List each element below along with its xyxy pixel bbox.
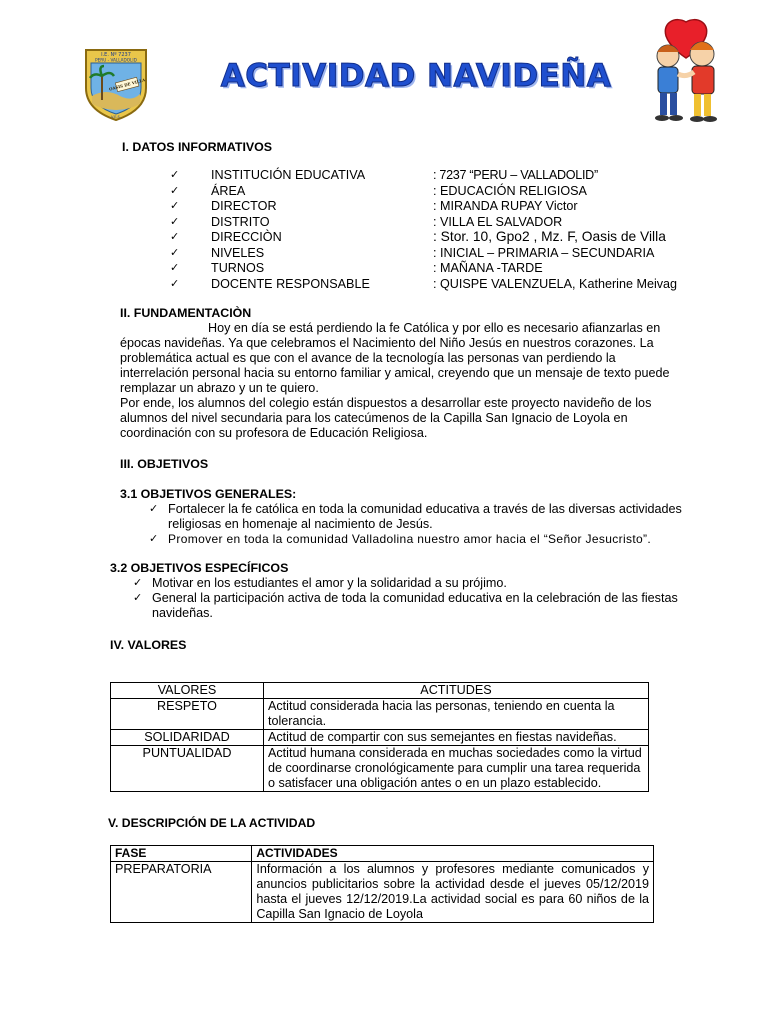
datos-label: DIRECCIÒN xyxy=(211,230,282,244)
fase-cell: PREPARATORIA xyxy=(111,862,252,923)
objetivos-especificos-list xyxy=(130,576,702,621)
table-header-row xyxy=(111,846,654,862)
checkmark-icon: ✓ xyxy=(170,277,180,290)
page-title: ACTIVIDAD NAVIDEÑA xyxy=(220,58,612,94)
datos-value: : VILLA EL SALVADOR xyxy=(433,214,563,229)
logo-banner-text: OASIS DE VILLA xyxy=(108,77,146,92)
datos-value: : MIRANDA RUPAY Victor xyxy=(433,199,578,213)
checkmark-icon: ✓ xyxy=(170,169,180,181)
table-row xyxy=(111,699,649,730)
checkmark-icon: ✓ xyxy=(149,503,159,515)
logo-school-text: PERU - VALLADOLID xyxy=(95,57,137,63)
valores-table xyxy=(110,682,649,792)
objetivos-generales-heading: 3.1 OBJETIVOS GENERALES: xyxy=(120,487,297,501)
objetivos-especificos-heading: 3.2 OBJETIVOS ESPECÍFICOS xyxy=(110,561,289,575)
checkmark-icon: ✓ xyxy=(133,592,143,604)
section2-heading: II. FUNDAMENTACIÒN xyxy=(120,306,252,320)
datos-item-niveles xyxy=(170,245,708,262)
list-item xyxy=(130,591,702,621)
datos-label: DIRECTOR xyxy=(211,199,277,213)
table-row xyxy=(111,746,649,792)
fundamentacion-paragraph-1: Hoy en día se está perdiendo la fe Católica y por ello es necesario afianzarlas en épocas navideñas. Ya que celebramos el Nacimiento del Niño Jesús en nuestros corazones. La problemática actual es que con el avance de la tecnología las personas van perdiendo la interrelación personal hacia su entorno familiar y amical, creyendo que un mensaje de texto puede remplazar un abrazo y un te quiero. xyxy=(120,321,670,395)
datos-informativos-list xyxy=(170,168,708,292)
column-header: ACTIVIDADES xyxy=(252,846,654,862)
objetivo-especifico-text: General la participación activa de toda la comunidad educativa en la celebración de las fiestas navideñas. xyxy=(152,591,678,620)
logo-top-text: I.E. Nº 7237 xyxy=(101,52,131,58)
datos-value: : INICIAL – PRIMARIA – SECUNDARIA xyxy=(433,245,655,260)
valor-cell: SOLIDARIDAD xyxy=(111,730,264,746)
checkmark-icon: ✓ xyxy=(170,246,180,259)
datos-value: : 7237 “PERU – VALLADOLID” xyxy=(433,168,598,182)
datos-value: : EDUCACIÓN RELIGIOSA xyxy=(433,183,587,198)
objetivo-especifico-text: Motivar en los estudiantes el amor y la solidaridad a su prójimo. xyxy=(152,576,507,590)
actitud-cell: Actitud humana considerada en muchas sociedades como la virtud de coordinarse cronológicamente para cumplir una tarea requerida o satisfacer una obligación antes o en un plazo establecido. xyxy=(263,746,648,792)
checkmark-icon: ✓ xyxy=(170,200,180,212)
datos-label: INSTITUCIÓN EDUCATIVA xyxy=(211,168,366,182)
datos-value: : MAÑANA -TARDE xyxy=(433,261,543,275)
objetivos-generales-list xyxy=(146,502,702,547)
datos-label: DOCENTE RESPONSABLE xyxy=(211,276,370,291)
section5-heading: V. DESCRIPCIÓN DE LA ACTIVIDAD xyxy=(108,816,316,830)
list-item xyxy=(130,576,702,591)
datos-item-area xyxy=(170,183,708,200)
children-hugging-illustration-icon xyxy=(640,18,732,130)
checkmark-icon: ✓ xyxy=(170,262,180,274)
datos-item-direccion xyxy=(170,229,708,246)
fundamentacion-paragraph-2: Por ende, los alumnos del colegio están dispuestos a desarrollar este proyecto navideño de los alumnos del nivel secundaria para los catecúmenos de la Capilla San Ignacio de Loyola en coordinación con su profesora de Educación Religiosa. xyxy=(120,396,652,440)
datos-label: TURNOS xyxy=(211,261,265,275)
datos-item-turnos xyxy=(170,261,708,277)
column-header: FASE xyxy=(111,846,252,862)
valor-cell: RESPETO xyxy=(111,699,264,730)
section1-heading: I. DATOS INFORMATIVOS xyxy=(122,140,273,154)
checkmark-icon: ✓ xyxy=(170,184,180,197)
checkmark-icon: ✓ xyxy=(149,533,159,545)
section3-heading: III. OBJETIVOS xyxy=(120,457,209,471)
table-header-row xyxy=(111,683,649,699)
datos-label: DISTRITO xyxy=(211,214,270,229)
fase-table xyxy=(110,845,654,923)
objetivo-general-text: Fortalecer la fe católica en toda la comunidad educativa a través de las diversas actividades religiosas en homenaje al nacimiento de Jesús. xyxy=(168,502,682,531)
checkmark-icon: ✓ xyxy=(170,231,180,243)
actividad-cell: Información a los alumnos y profesores mediante comunicados y anuncios publicitarios sobre la actividad desde el jueves 05/12/2019 hasta el jueves 12/12/2019.La actividad social es para 60 niños de la Capilla San Ignacio de Loyola xyxy=(252,862,654,923)
datos-item-director xyxy=(170,199,708,215)
list-item xyxy=(146,502,702,532)
actitud-cell: Actitud de compartir con sus semejantes en fiestas navideñas. xyxy=(263,730,648,746)
table-row xyxy=(111,862,654,923)
column-header: VALORES xyxy=(111,683,264,699)
column-header: ACTITUDES xyxy=(263,683,648,699)
school-logo-icon xyxy=(80,44,152,122)
logo-bottom-text: V.E.S. xyxy=(111,115,121,119)
checkmark-icon: ✓ xyxy=(133,577,143,589)
section4-heading: IV. VALORES xyxy=(110,638,187,652)
checkmark-icon: ✓ xyxy=(170,215,180,228)
datos-item-institucion xyxy=(170,168,708,184)
objetivo-general-text: Promover en toda la comunidad Valladolina nuestro amor hacia el “Señor Jesucristo”. xyxy=(168,532,652,546)
datos-item-docente xyxy=(170,276,708,293)
datos-label: NIVELES xyxy=(211,245,265,260)
valor-cell: PUNTUALIDAD xyxy=(111,746,264,792)
datos-item-distrito xyxy=(170,214,708,231)
datos-value: : Stor. 10, Gpo2 , Mz. F, Oasis de Villa xyxy=(433,229,666,244)
datos-label: ÁREA xyxy=(211,183,246,198)
table-row xyxy=(111,730,649,746)
actitud-cell: Actitud considerada hacia las personas, teniendo en cuenta la tolerancia. xyxy=(263,699,648,730)
list-item xyxy=(146,532,702,547)
datos-value: : QUISPE VALENZUELA, Katherine Meivag xyxy=(433,276,678,291)
